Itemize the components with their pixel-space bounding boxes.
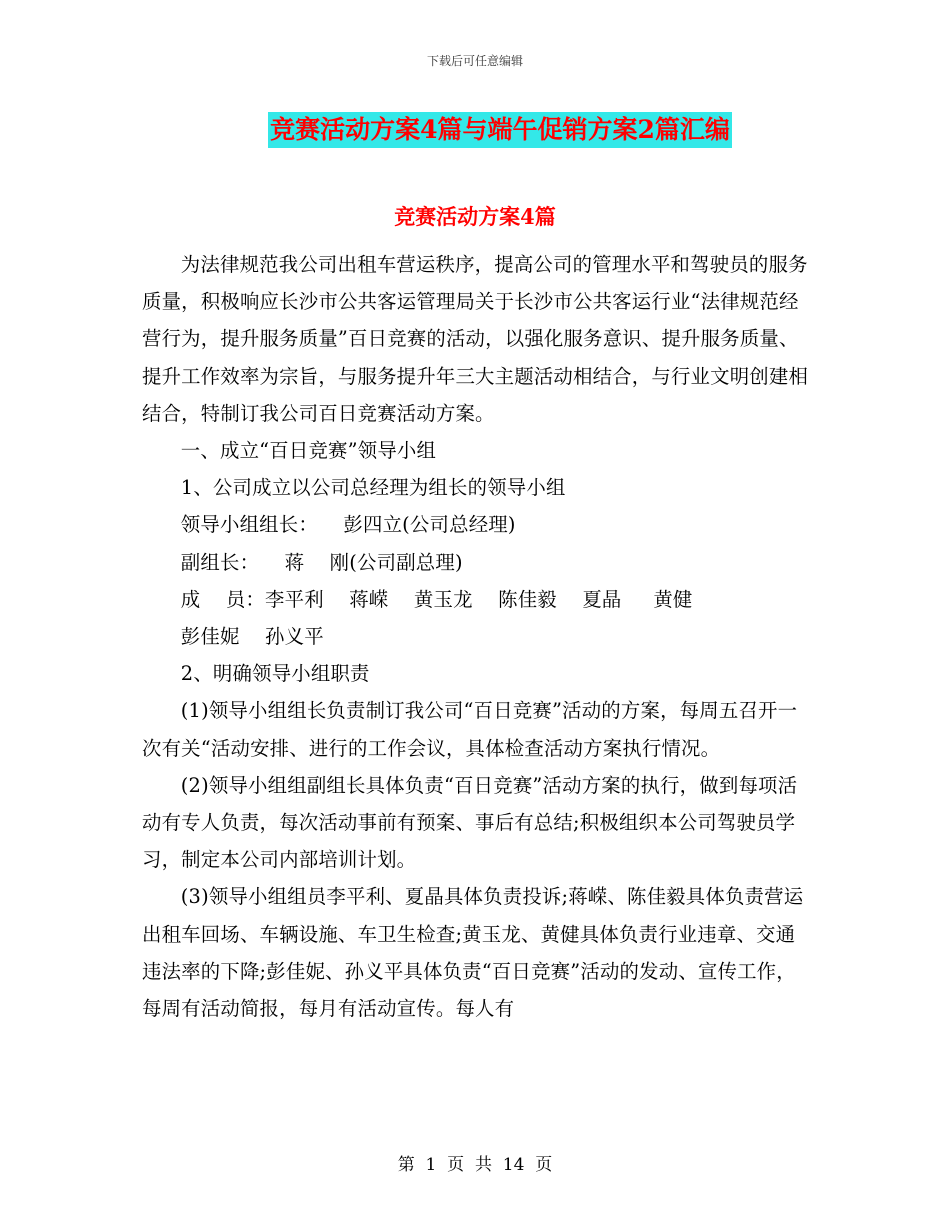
members-line: 成 员：李平利 蒋嵘 黄玉龙 陈佳毅 夏晶 黄健 (180, 587, 693, 611)
document-body (142, 246, 810, 1027)
duty-paragraph-1: (1)领导小组组长负责制订我公司“百日竞赛”活动的方案，每周五召开一次有关“活动安排、进行的工作会议，具体检查活动方案执行情况。 (142, 699, 798, 760)
section-title: 竞赛活动方案4篇 (394, 204, 556, 229)
page-footer: 第 1 页 共 14 页 (397, 1155, 553, 1175)
document-title-block (0, 112, 950, 148)
document-title: 竞赛活动方案4篇与端午促销方案2篇汇编 (268, 112, 732, 148)
duty-paragraph-2: (2)领导小组组副组长具体负责“百日竞赛”活动方案的执行，做到每项活动有专人负责，每次活动事前有预案、事后有总结;积极组织本公司驾驶员学习，制定本公司内部培训计划。 (142, 773, 798, 872)
group-leader-line: 领导小组组长： 彭四立(公司总经理) (180, 513, 516, 537)
heading-leadership-group: 一、成立“百日竞赛”领导小组 (180, 439, 437, 463)
header-note: 下载后可任意编辑 (426, 54, 523, 68)
intro-paragraph: 为法律规范我公司出租车营运秩序，提高公司的管理水平和驾驶员的服务质量，积极响应长沙市公共客运管理局关于长沙市公共客运行业“法律规范经营行为，提升服务质量”百日竞赛的活动，以强化服务意识、提升服务质量、提升工作效率为宗旨，与服务提升年三大主题活动相结合，与行业文明创建相结合，特制订我公司百日竞赛活动方案。 (142, 253, 809, 425)
item-group-duties: 2、明确领导小组职责 (180, 662, 370, 686)
item-establish-group: 1、公司成立以公司总经理为组长的领导小组 (180, 476, 566, 500)
deputy-leader-line: 副组长： 蒋 刚(公司副总理) (180, 550, 463, 574)
members-line-continued: 彭佳妮 孙义平 (180, 625, 324, 649)
duty-paragraph-3: (3)领导小组组员李平利、夏晶具体负责投诉;蒋嵘、陈佳毅具体负责营运出租车回场、车辆设施、车卫生检查;黄玉龙、黄健具体负责行业违章、交通违法率的下降;彭佳妮、孙义平具体负责“百日竞赛”活动的发动、宣传工作，每周有活动简报，每月有活动宣传。每人有 (142, 885, 804, 1021)
